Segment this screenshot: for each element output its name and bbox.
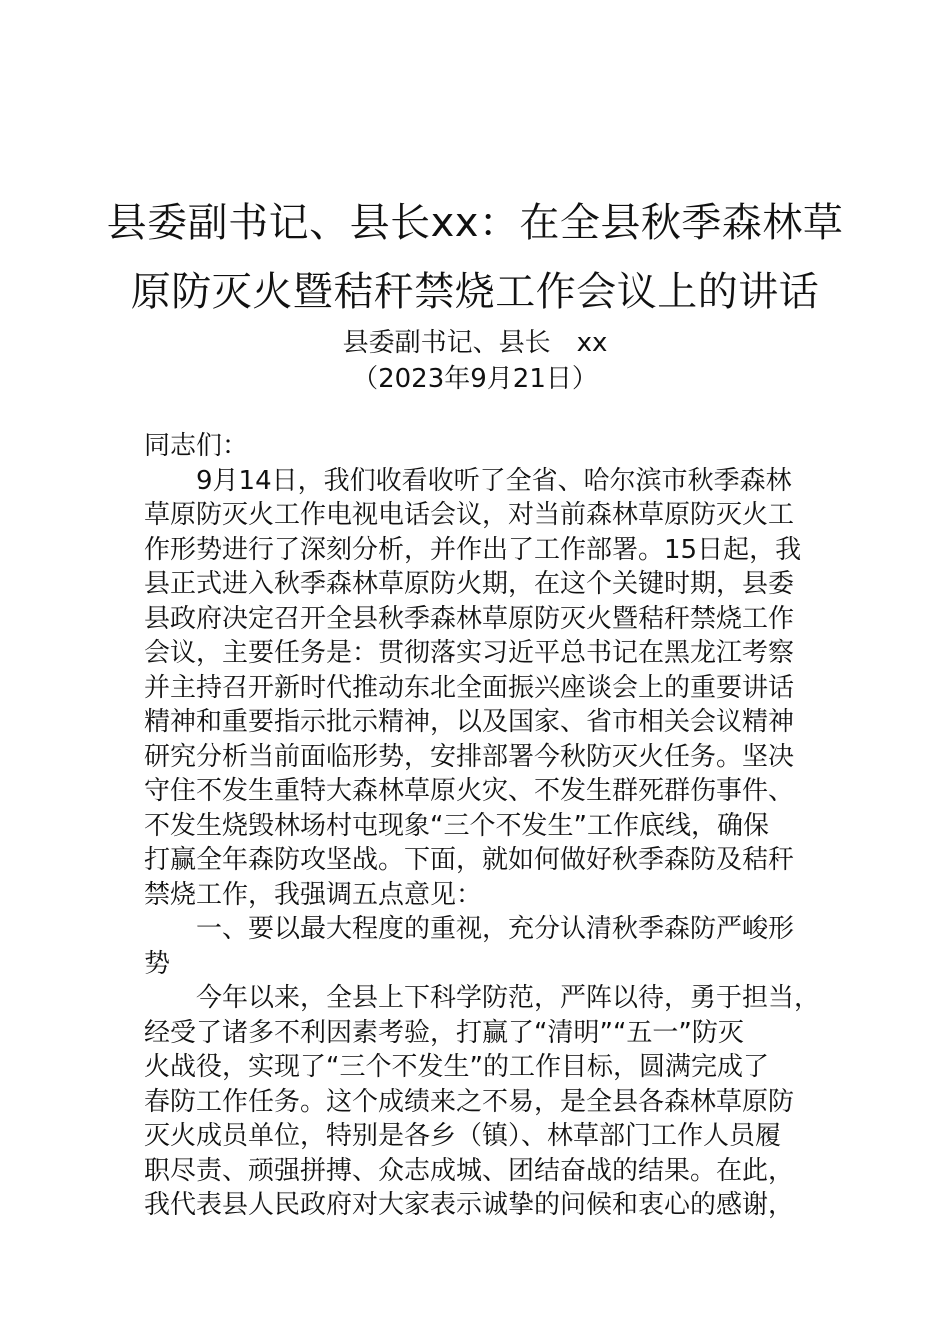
body-line: 县政府决定召开全县秋季森林草原防灭火暨秸秆禁烧工作	[144, 603, 795, 634]
body-line: 经受了诸多不利因素考验，打赢了“清明”“五一”防灭	[144, 1017, 744, 1048]
body-line: 灭火成员单位，特别是各乡（镇）、林草部门工作人员履	[144, 1121, 782, 1151]
body-line: 守住不发生重特大森林草原火灾、不发生群死群伤事件、	[144, 776, 795, 806]
body-line: 县正式进入秋季森林草原防火期，在这个关键时期，县委	[144, 569, 795, 599]
body-line: 精神和重要指示批示精神，以及国家、省市相关会议精神	[144, 707, 795, 737]
body-line: 春防工作任务。这个成绩来之不易，是全县各森林草原防	[144, 1086, 795, 1117]
author-role: 县委副书记、县长	[342, 328, 551, 358]
body-line: 9月14日，我们收看收听了全省、哈尔滨市秋季森林	[196, 465, 792, 496]
section-heading-continued: 势	[144, 948, 171, 979]
body-line: 作形势进行了深刻分析，并作出了工作部署。15日起，我	[144, 534, 802, 565]
author-name: xx	[576, 328, 608, 358]
body-line: 草原防灭火工作电视电话会议，对当前森林草原防灭火工	[144, 500, 795, 530]
body-line: 火战役，实现了“三个不发生”的工作目标，圆满完成了	[144, 1052, 769, 1082]
body-line: 会议，主要任务是：贯彻落实习近平总书记在黑龙江考察	[144, 638, 795, 668]
body-line: 职尽责、顽强拼搏、众志成城、团结奋战的结果。在此，	[144, 1155, 795, 1186]
body-line: 并主持召开新时代推动东北全面振兴座谈会上的重要讲话	[144, 672, 795, 703]
body-line: 今年以来，全县上下科学防范，严阵以待，勇于担当，	[196, 983, 821, 1013]
title-line-1: 县委副书记、县长xx：在全县秋季森林草	[106, 200, 844, 246]
body-line: 禁烧工作，我强调五点意见：	[144, 879, 483, 910]
body-line: 不发生烧毁林场村屯现象“三个不发生”工作底线，确保	[144, 810, 769, 841]
title-line-2: 原防灭火暨秸秆禁烧工作会议上的讲话	[130, 269, 820, 315]
speech-date: （2023年9月21日）	[352, 364, 598, 394]
author-line	[0, 327, 950, 359]
body-line: 研究分析当前面临形势，安排部署今秋防灭火任务。坚决	[144, 741, 795, 772]
speech-body	[144, 429, 821, 1223]
section-heading: 一、要以最大程度的重视，充分认清秋季森防严峻形	[196, 914, 795, 944]
salutation: 同志们：	[144, 431, 249, 461]
body-line: 我代表县人民政府对大家表示诚挚的问候和衷心的感谢，	[144, 1190, 795, 1220]
body-line: 打赢全年森防攻坚战。下面，就如何做好秋季森防及秸秆	[144, 845, 795, 875]
